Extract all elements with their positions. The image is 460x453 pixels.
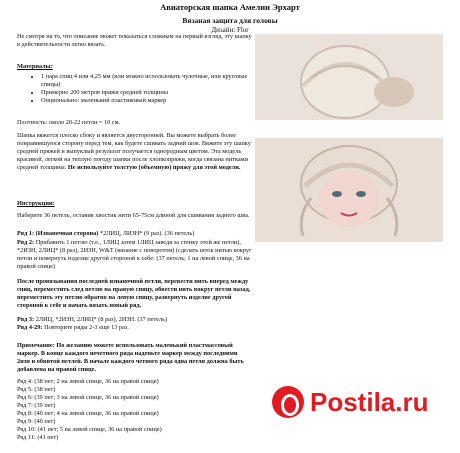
row-3 <box>17 316 252 324</box>
hat-photo-top <box>255 34 443 120</box>
row-2-label: Ряд 2: <box>17 239 35 246</box>
list-item: Ряд 7: (39 пет) <box>17 402 56 409</box>
list-item: Ряд 6: (39 пет; 3 на левой спице, 36 на правой спице) <box>17 394 159 401</box>
watermark-text: Postila.ru <box>310 387 429 417</box>
note-paragraph <box>17 342 252 374</box>
list-item: Ряд 5: (38 пет) <box>17 386 56 393</box>
instructions-heading: Инструкции: <box>17 200 55 207</box>
watermark-logo <box>272 384 447 424</box>
document-title: Авиаторская шапка Амелии Эрхарт <box>160 2 300 12</box>
list-item: Ряд 4: (38 пет; 2 на левой спице, 36 на правой спице) <box>17 378 159 385</box>
materials-item: • 1 пара спиц 4 или 4,25 мм (или можно использовать чулочные, или круговые спицы) <box>41 73 252 89</box>
description-paragraph <box>17 132 252 172</box>
row-3-label: Ряд 3: <box>17 316 35 323</box>
cast-on-text: Наберите 36 петель, оставив хвостик нити 65-75см длиной для сшивания заднего шва. <box>17 212 250 219</box>
row-1 <box>17 230 252 238</box>
description-text: Шапка вяжется плоско сбоку и является двусторонней. Вы можете выбрать более понравившуюся сторону перед тем, как будете сшивать задний шов. Вяжите эту шапку средней пряжей и выпуклый результат получается однородным цветом. Эта модель красивой, легкой на теплую погоду шапки после хлопкопряжи, когда связана нитками средней толщины. <box>17 132 251 171</box>
row-4-29-label: Ряд 4-29: <box>17 324 43 331</box>
postila-logo-icon <box>272 386 304 418</box>
materials-heading: Материалы: <box>17 63 53 70</box>
list-item: Ряд 11: (41 пет) <box>17 434 59 441</box>
materials-item: • Опционально: маленький пластиковый маркер <box>41 97 252 105</box>
density-line: Плотность: около 20-22 петли = 10 см. <box>17 119 121 126</box>
row-4-29 <box>17 324 252 332</box>
intro-paragraph: Не смотря на то, что описание может показаться сложным на первый взгляд, эту шапку в действительности легко вязать. <box>17 33 252 48</box>
materials-item: • Примерно 200 метров пряжи средней толщины <box>41 89 252 97</box>
document-subtitle: Вязаная защита для головы <box>182 16 278 25</box>
hat-photo-bottom <box>255 138 443 242</box>
row-2-text: Прибавить 1 петлю (т.е., 1ЛИЦ затем 1ЛИЦ заведя за стенку этой же петли), *2ИЗН, 2ЛИЦ* (8 раз), 2ИЗН, W&T (вязание с поворотом) (сделать шток нитью вокруг петли и повернуть изделие другой стороной к себе: (37 петель; 1 на левой спице, 36 на правой спице) <box>17 239 252 270</box>
row-2 <box>17 239 252 271</box>
designer-line: Дизайн: Flor <box>211 26 249 34</box>
note-text: По желанию можете использовать маленький пластмассовый маркер. В конце каждого нечетного ряда наденьте маркер между последними 2изн и обвитой петлей. В начале каждого четного ряда одна петля должна быть добавлена на правой спице. <box>17 342 244 373</box>
list-item: Ряд 10: (41 пет; 5 на левой спице, 36 на правой спице) <box>17 426 162 433</box>
row-list <box>17 378 252 442</box>
row-3-text: 2ЛИЦ, *2ИЗН, 2ЛИЦ* (8 раз), 2ИЗН. (37 петель) <box>35 316 168 323</box>
materials-list <box>17 73 252 105</box>
row-1-label: Ряд 1: (Изнаночная сторона) <box>17 230 99 237</box>
list-item: Ряд 9: (40 пет) <box>17 418 56 425</box>
list-item: Ряд 8: (40 пет; 4 на левой спице, 36 на правой спице) <box>17 410 159 417</box>
note-label: Примечание: <box>17 342 55 349</box>
row-4-29-text: Повторите ряды 2-3 еще 13 раз. <box>44 324 129 331</box>
description-bold-text: Не используйте толстую (объемную) пряжу для этой модели. <box>67 164 241 171</box>
row-1-text: *2ЛИЦ, ЛИЗН* (9 раз). (36 петель) <box>99 230 195 237</box>
bold-note: После провязывания последней изнаночной петли, перевести нить вперед между спиц, переместить след петлю на правую спицу, обвести нить вокруг петли назад, переместить эту петлю обратно на левую спицу, развернуть изделие другой стороной к себе и начать вязать новый ряд. <box>17 278 251 309</box>
